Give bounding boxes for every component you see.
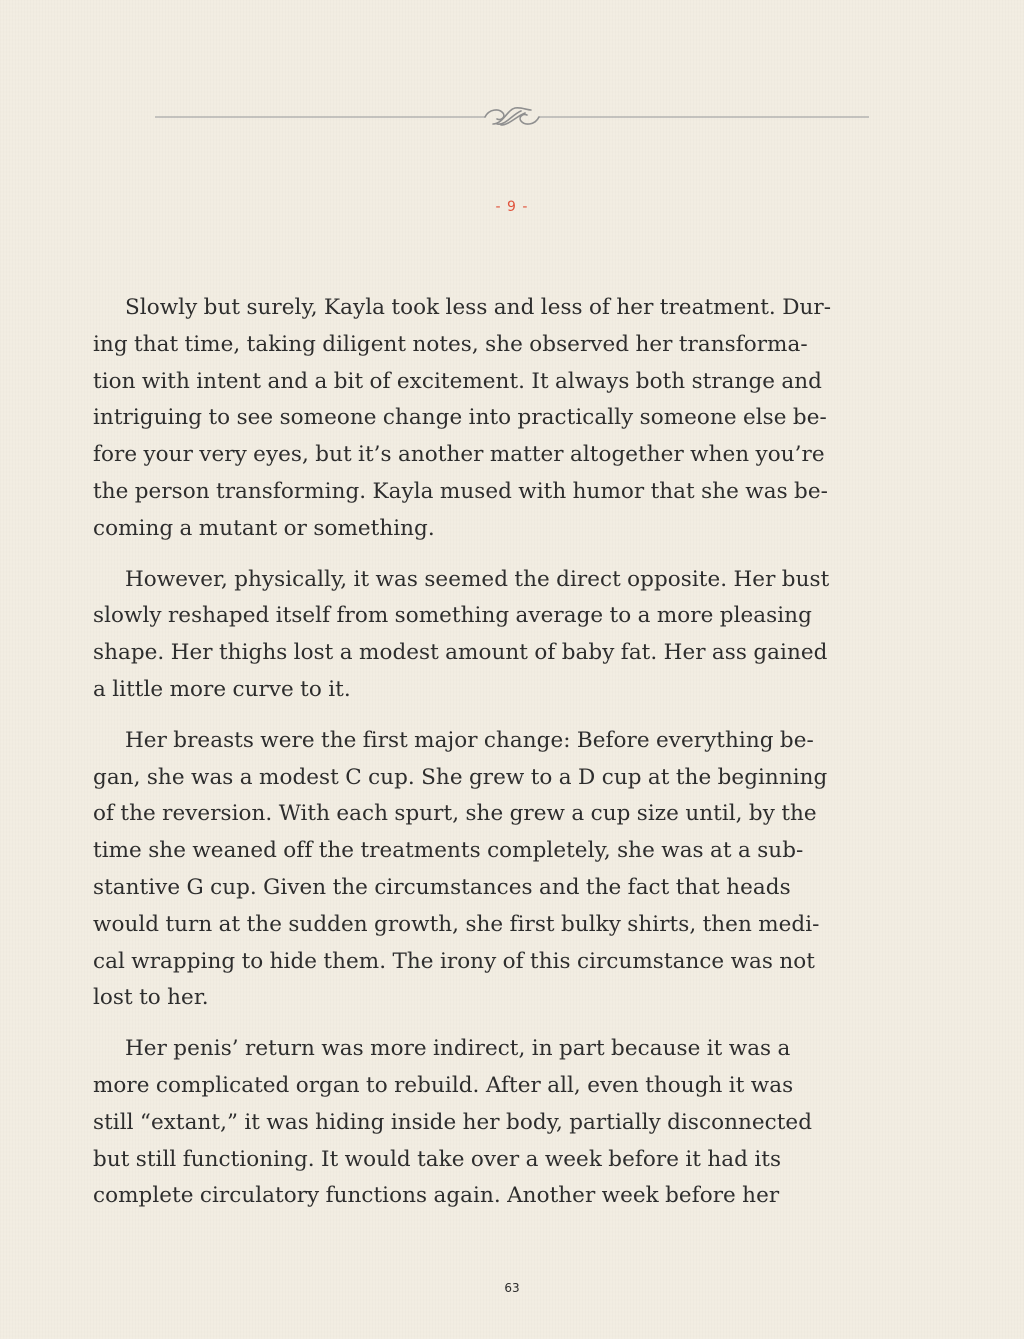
- text-line: a little more curve to it.: [93, 676, 351, 702]
- text-line: more complicated organ to rebuild. After all, even though it was: [93, 1072, 794, 1098]
- flourish-divider-icon: [155, 100, 869, 134]
- text-line: lost to her.: [93, 985, 209, 1011]
- text-line: coming a mutant or something.: [93, 515, 435, 541]
- text-line: complete circulatory functions again. Another week before her: [93, 1183, 780, 1209]
- text-line: Slowly but surely, Kayla took less and less of her treatment. Dur-: [125, 295, 832, 320]
- text-line: would turn at the sudden growth, she first bulky shirts, then medi-: [93, 911, 820, 937]
- page-number: 63: [504, 1281, 520, 1295]
- text-line: intriguing to see someone change into practically someone else be-: [93, 405, 827, 431]
- text-line: the person transforming. Kayla mused with humor that she was be-: [93, 478, 828, 504]
- text-line: Her penis’ return was more indirect, in part because it was a: [125, 1036, 791, 1062]
- text-line: tion with intent and a bit of excitement. It always both strange and: [93, 368, 822, 394]
- text-line: still “extant,” it was hiding inside her body, partially disconnected: [93, 1109, 813, 1135]
- text-line: of the reversion. With each spurt, she grew a cup size until, by the: [93, 801, 817, 827]
- text-line: fore your very eyes, but it’s another matter altogether when you’re: [93, 442, 825, 468]
- paragraph: [93, 562, 938, 709]
- text-line: stantive G cup. Given the circumstances and the fact that heads: [93, 874, 791, 900]
- text-line: slowly reshaped itself from something average to a more pleasing: [93, 603, 812, 629]
- text-line: cal wrapping to hide them. The irony of this circumstance was not: [93, 948, 815, 974]
- text-line: shape. Her thighs lost a modest amount of baby fat. Her ass gained: [93, 640, 828, 666]
- paragraph: [93, 1031, 938, 1215]
- text-line: but still functioning. It would take over a week before it had its: [93, 1146, 782, 1172]
- text-line: time she weaned off the treatments completely, she was at a sub-: [93, 838, 804, 864]
- text-line: ing that time, taking diligent notes, she observed her transforma-: [93, 331, 808, 357]
- paragraph: [93, 723, 938, 1017]
- chapter-number: - 9 -: [495, 199, 529, 215]
- body-text: [93, 290, 938, 1229]
- text-line: gan, she was a modest C cup. She grew to a D cup at the beginning: [93, 764, 828, 790]
- paragraph: [93, 290, 938, 548]
- text-line: Her breasts were the first major change: Before everything be-: [125, 727, 814, 753]
- text-line: However, physically, it was seemed the direct opposite. Her bust: [125, 566, 830, 592]
